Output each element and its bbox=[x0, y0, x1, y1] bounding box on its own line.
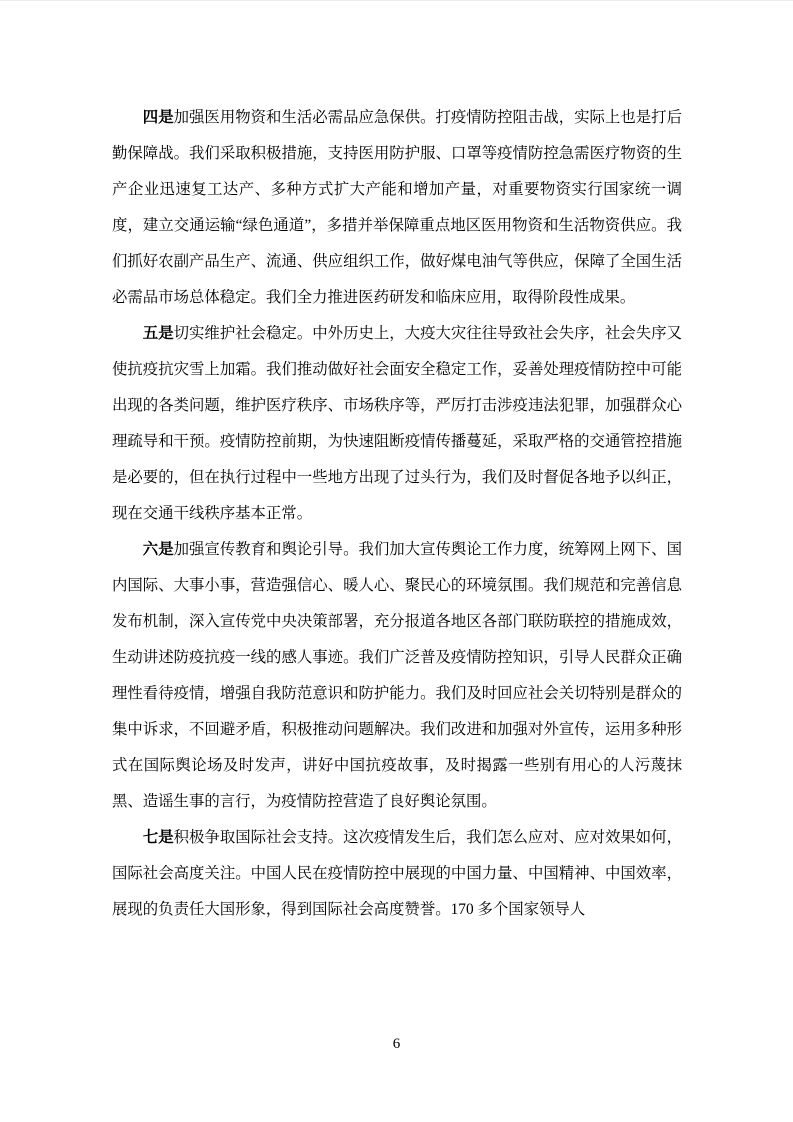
page-number: 6 bbox=[392, 1036, 401, 1052]
paragraph-seven-text: 积极争取国际社会支持。这次疫情发生后，我们怎么应对、应对效果如何，国际社会高度关注。中国人民在疫情防控中展现的中国力量、中国精神、中国效率，展现的负责任大国形象，得到国际社会高度赞誉。170 多个国家领导人 bbox=[112, 829, 682, 918]
paragraph-five bbox=[112, 316, 682, 532]
paragraph-four bbox=[112, 100, 682, 316]
paragraph-seven-lead: 七是 bbox=[142, 829, 174, 846]
paragraph-four-lead: 四是 bbox=[142, 109, 174, 126]
paragraph-six-text: 加强宣传教育和舆论引导。我们加大宣传舆论工作力度，统筹网上网下、国内国际、大事小事，营造强信心、暖人心、聚民心的环境氛围。我们规范和完善信息发布机制，深入宣传党中央决策部署，充分报道各地区各部门联防联控的措施成效，生动讲述防疫抗疫一线的感人事迹。我们广泛普及疫情防控知识，引导人民群众正确理性看待疫情，增强自我防范意识和防护能力。我们及时回应社会关切特别是群众的集中诉求，不回避矛盾，积极推动问题解决。我们改进和加强对外宣传，运用多种形式在国际舆论场及时发声，讲好中国抗疫故事，及时揭露一些别有用心的人污蔑抹黑、造谣生事的言行，为疫情防控营造了良好舆论氛围。 bbox=[112, 541, 682, 810]
paragraph-six bbox=[112, 532, 682, 820]
paragraph-five-text: 切实维护社会稳定。中外历史上，大疫大灾往往导致社会失序，社会失序又使抗疫抗灾雪上加霜。我们推动做好社会面安全稳定工作，妥善处理疫情防控中可能出现的各类问题，维护医疗秩序、市场秩序等，严厉打击涉疫违法犯罪，加强群众心理疏导和干预。疫情防控前期，为快速阻断疫情传播蔓延，采取严格的交通管控措施是必要的，但在执行过程中一些地方出现了过头行为，我们及时督促各地予以纠正，现在交通干线秩序基本正常。 bbox=[112, 325, 682, 522]
paragraph-five-lead: 五是 bbox=[142, 325, 174, 342]
paragraph-four-text: 加强医用物资和生活必需品应急保供。打疫情防控阻击战，实际上也是打后勤保障战。我们采取积极措施，支持医用防护服、口罩等疫情防控急需医疗物资的生产企业迅速复工达产、多种方式扩大产能和增加产量，对重要物资实行国家统一调度，建立交通运输“绿色通道”，多措并举保障重点地区医用物资和生活物资供应。我们抓好农副产品生产、流通、供应组织工作，做好煤电油气等供应，保障了全国生活必需品市场总体稳定。我们全力推进医药研发和临床应用，取得阶段性成果。 bbox=[112, 109, 682, 306]
paragraph-seven bbox=[112, 820, 682, 928]
paragraph-six-lead: 六是 bbox=[142, 541, 174, 558]
document-body bbox=[112, 100, 682, 928]
